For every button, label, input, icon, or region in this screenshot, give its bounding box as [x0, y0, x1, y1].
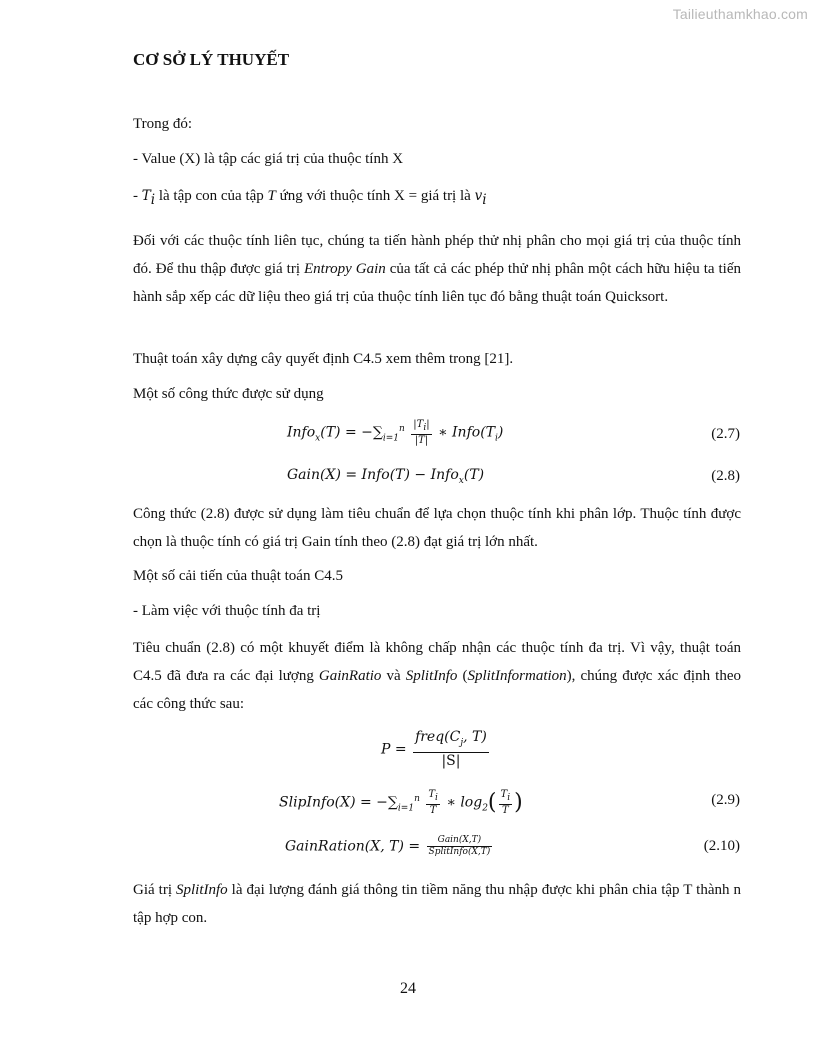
equation-number-2-10: (2.10) [703, 838, 740, 854]
equation-p: P = $\frac{freq(C_j, T)}{|S|}$ [381, 729, 487, 769]
equation-2-10: GainRation(X, T) = $\frac{\text{Gain(X,T)}}{\text{SplitInfo(X,T)}}$ [285, 835, 491, 857]
equation-number-2-9: (2.9) [711, 792, 740, 808]
paragraph-improvements: Một số cải tiến của thuật toán C4.5 [133, 568, 343, 584]
page-number: 24 [400, 980, 416, 997]
equation-2-7: Info$_x$(T) = $-\sum_{i=1}^n$ $\frac{|T_i|}{|T|}$ ∗ $Info(T_i)$ [287, 419, 504, 446]
bullet-ti: - $T_i$ là tập con của tập T ứng với thuộc tính X = giá trị là $v_i$ [133, 188, 487, 208]
intro-text: Trong đó: [133, 116, 193, 132]
paragraph-formulas-intro: Một số công thức được sử dụng [133, 386, 324, 402]
equation-2-8: Gain(X) = Info(T) − Info$_x$(T) [287, 467, 485, 486]
paragraph-c45-reference: Thuật toán xây dựng cây quyết định C4.5 xem thêm trong [21]. [133, 351, 514, 367]
bullet-multivalue: - Làm việc với thuộc tính đa trị [133, 603, 321, 619]
watermark: Tailieuthamkhao.com [672, 6, 808, 22]
equation-number-2-8: (2.8) [711, 468, 740, 484]
paragraph-gainratio: Tiêu chuẩn (2.8) có một khuyết điểm là không chấp nhận các thuộc tính đa trị. Vì vậy, thuật toán C4.5 đã đưa ra các đại lượng GainRatio và SplitInfo (SplitInformation), chúng được xác định theo các công thức sau: [133, 640, 741, 712]
bullet-value: - Value (X) là tập các giá trị của thuộc tính X [133, 151, 404, 167]
paragraph-gain-criterion: Công thức (2.8) được sử dụng làm tiêu chuẩn để lựa chọn thuộc tính khi phân lớp. Thuộc tính được chọn là thuộc tính có giá trị Gain tính theo (2.8) đạt giá trị lớn nhất. [133, 506, 741, 550]
equation-number-2-7: (2.7) [711, 426, 740, 442]
paragraph-splitinfo: Giá trị SplitInfo là đại lượng đánh giá thông tin tiềm năng thu nhập được khi phân chia tập T thành n tập hợp con. [133, 882, 741, 926]
equation-2-9: SlipInfo(X) = $-\sum_{i=1}^n$ $\frac{T_i}{T}$ ∗ $\log_2$( $\frac{T_i}{T}$ ) [279, 789, 523, 816]
entropy-gain-term: Entropy Gain [304, 261, 386, 277]
section-heading: CƠ SỞ LÝ THUYẾT [133, 50, 290, 69]
paragraph-continuous-attributes: Đối với các thuộc tính liên tục, chúng ta tiến hành phép thử nhị phân cho mọi giá trị của thuộc tính đó. Để thu thập được giá trị Entropy Gain của tất cả các phép thử nhị phân một cách hữu hiệu ta tiến hành sắp xếp các dữ liệu theo giá trị của thuộc tính liên tục đó bằng thuật toán Quicksort. [133, 233, 741, 305]
